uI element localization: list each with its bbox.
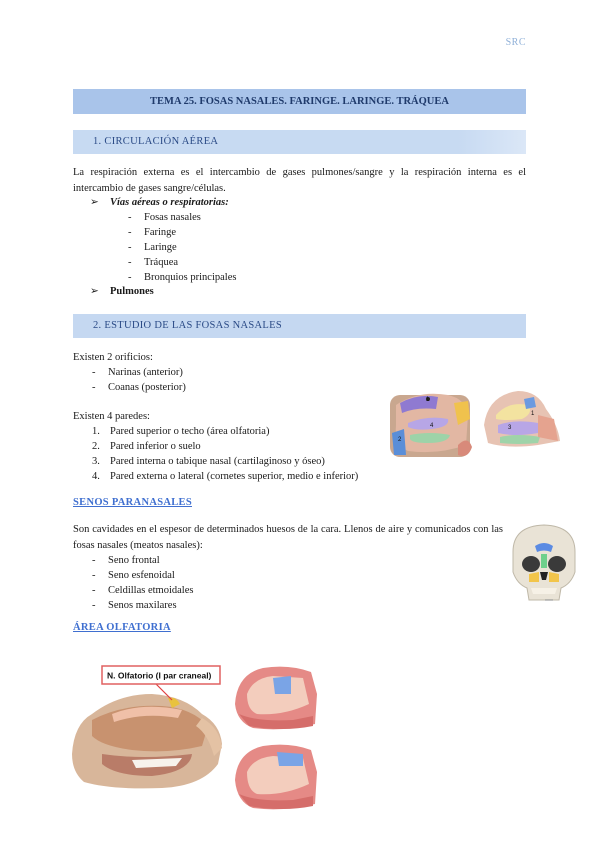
section-heading-circulacion: [73, 130, 526, 154]
section-heading-fosas: [73, 314, 526, 338]
svg-text:3: 3: [508, 425, 512, 431]
list-item: - Seno frontal: [92, 553, 342, 568]
vias-label: Vías aéreas o respiratorias:: [110, 197, 229, 208]
list-item: - Seno esfenoidal: [92, 568, 342, 583]
olfactory-nerve-illustration: [72, 664, 224, 792]
paredes-list: [92, 424, 392, 484]
list-item: - Faringe: [128, 225, 368, 240]
svg-text:4: 4: [430, 423, 434, 429]
nasal-walls-illustration: [388, 385, 564, 465]
list-item: 3. Pared interna o tabique nasal (cartilaginoso y óseo): [92, 456, 325, 467]
senos-list: [92, 553, 342, 613]
section-heading-text: 1. CIRCULACIÓN AÉREA: [93, 136, 219, 147]
orificios-list: [92, 365, 342, 395]
svg-text:1: 1: [426, 397, 430, 403]
olfactory-area-illustration-bottom: [233, 740, 317, 812]
nasal-wall-figure-left: [390, 394, 472, 457]
arrow-bullet-icon: ➢: [90, 286, 99, 297]
list-item: - Laringe: [128, 240, 368, 255]
olfatorio-label: N. Olfatorio (I par craneal): [107, 670, 212, 681]
list-item: 1. Pared superior o techo (área olfatoria): [92, 426, 270, 437]
skull-sinus-illustration: [505, 522, 583, 604]
orificios-intro: Existen 2 orificios:: [73, 352, 153, 363]
senos-heading: SENOS PARANASALES: [73, 497, 192, 508]
section-heading-text: 2. ESTUDIO DE LAS FOSAS NASALES: [93, 320, 282, 331]
list-item: 2. Pared inferior o suelo: [92, 441, 201, 452]
nasal-wall-figure-right: [484, 391, 560, 447]
svg-text:1: 1: [531, 411, 535, 417]
senos-intro: Son cavidades en el espesor de determinados huesos de la cara. Llenos de aire y comunicados con las fosas nasales (meatos nasales):: [73, 524, 503, 551]
vias-heading: [90, 196, 390, 208]
vias-list: [128, 210, 368, 285]
list-item: - Fosas nasales: [128, 210, 368, 225]
list-item: - Bronquios principales: [128, 270, 368, 285]
olfatoria-heading: ÁREA OLFATORIA: [73, 622, 171, 633]
paredes-intro: Existen 4 paredes:: [73, 411, 150, 422]
olfactory-area-illustration-top: [233, 664, 317, 732]
pulmones-item: [90, 285, 390, 297]
header-tag: SRC: [505, 37, 526, 48]
intro-paragraph: La respiración externa es el intercambio de gases pulmones/sangre y la respiración interna es el intercambio de gases sangre/células.: [73, 167, 526, 194]
list-item: - Coanas (posterior): [92, 380, 342, 395]
list-item: - Narinas (anterior): [92, 365, 342, 380]
arrow-bullet-icon: ➢: [90, 197, 99, 208]
list-item: - Senos maxilares: [92, 598, 342, 613]
list-item: 4. Pared externa o lateral (cornetes superior, medio e inferior): [92, 471, 359, 482]
list-item: - Celdillas etmoidales: [92, 583, 342, 598]
pulmones-label: Pulmones: [110, 286, 154, 297]
svg-text:2: 2: [398, 437, 402, 443]
page-title: TEMA 25. FOSAS NASALES. FARINGE. LARINGE. TRÁQUEA: [73, 89, 526, 114]
list-item: - Tráquea: [128, 255, 368, 270]
